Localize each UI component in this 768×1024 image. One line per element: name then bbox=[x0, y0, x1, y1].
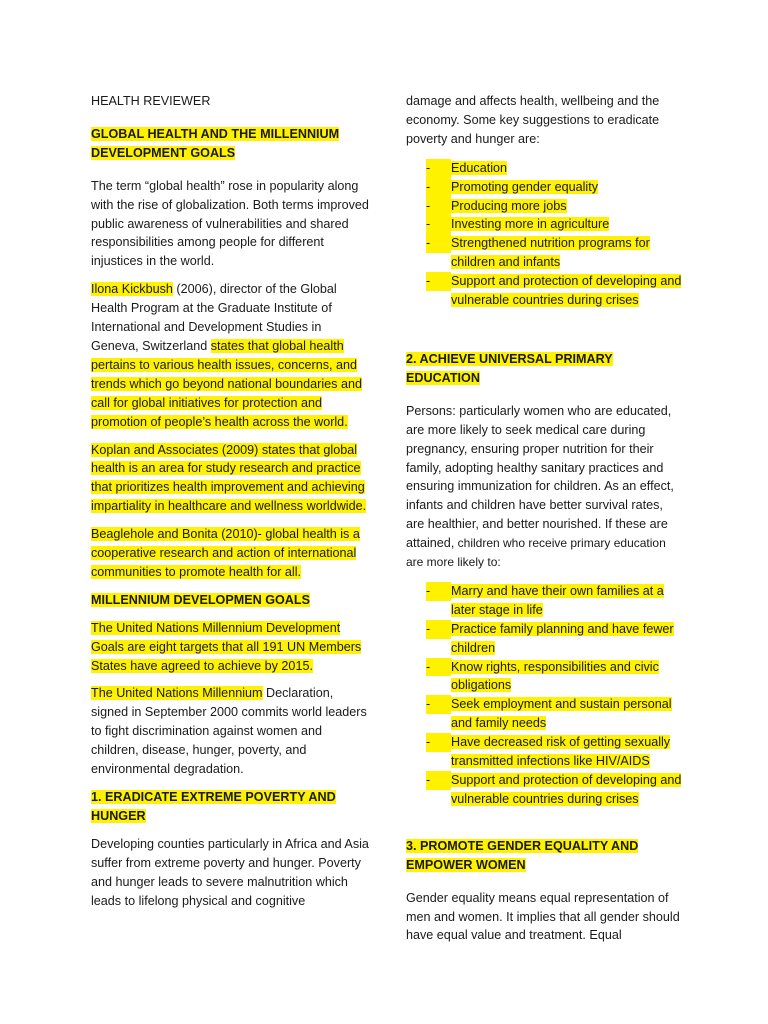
paragraph-poverty: Developing counties particularly in Africa and Asia suffer from extreme poverty and hunger. Poverty and hunger leads to severe malnutrition which leads to lifelong physical and cognitive bbox=[91, 836, 369, 908]
beaglehole-text: Beaglehole and Bonita (2010)- global health is a cooperative research and action of international communities to promote health for all. bbox=[91, 527, 360, 579]
heading-mdg bbox=[91, 591, 369, 610]
kickbush-name: Ilona Kickbush bbox=[91, 282, 173, 297]
list-item: - Know rights, responsibilities and civic obligations bbox=[426, 659, 659, 693]
dash-bullet: - bbox=[426, 695, 451, 714]
list-item: - Promoting gender equality bbox=[406, 178, 684, 197]
list-item: - Have decreased risk of getting sexually transmitted infections like HIV/AIDS bbox=[426, 735, 671, 769]
heading-goal-3-text: 3. PROMOTE GENDER EQUALITY AND EMPOWER WOMEN bbox=[406, 838, 639, 872]
list-item: - Education bbox=[406, 159, 684, 178]
list-item: - Investing more in agriculture bbox=[406, 215, 684, 234]
un-declaration-highlight: The United Nations Millennium bbox=[91, 686, 263, 701]
list-item: - Marry and have their own families at a later stage in life bbox=[426, 583, 664, 617]
dash-bullet: - bbox=[426, 197, 451, 216]
paragraph-un-mdg bbox=[91, 619, 369, 676]
un-mdg-text: The United Nations Millennium Development Goals are eight targets that all 191 UN Members States have agreed to achieve by 2015. bbox=[91, 620, 362, 673]
paragraph-koplan bbox=[91, 441, 369, 517]
paragraph-education bbox=[406, 402, 684, 572]
dash-bullet: - bbox=[426, 733, 451, 752]
education-text: Persons: particularly women who are educated, are more likely to seek medical care during pregnancy, ensuring proper nutrition for their family, adopting healthy sanitary practices and ensuring immunization for children. As an effect, infants and children have better survival rates, are healthier, and better nourished. If these are attained, bbox=[406, 403, 674, 551]
dash-bullet: - bbox=[426, 771, 451, 790]
paragraph-beaglehole bbox=[91, 525, 369, 582]
heading-global-health-text: GLOBAL HEALTH AND THE MILLENNIUM DEVELOPMENT GOALS bbox=[91, 126, 340, 160]
list-item: - Support and protection of developing and vulnerable countries during crises bbox=[426, 274, 682, 308]
koplan-text: Koplan and Associates (2009) states that global health is an area for study research and practice that prioritizes health improvement and achieving impartiality in healthcare and wellness worldwide. bbox=[91, 442, 367, 514]
heading-goal-1 bbox=[91, 788, 369, 826]
paragraph-poverty-continued: damage and affects health, wellbeing and the economy. Some key suggestions to eradicate poverty and hunger are: bbox=[406, 94, 660, 146]
dash-bullet: - bbox=[426, 582, 451, 601]
list-poverty-suggestions bbox=[406, 159, 684, 310]
un-declaration-rest: Declaration, signed in September 2000 commits world leaders to fight discrimination against women and children, disease, hunger, poverty, and environmental degradation. bbox=[91, 686, 367, 777]
dash-bullet: - bbox=[426, 234, 451, 253]
kickbush-intro: (2006), director of the Global Health Program at the Graduate Institute of International and Development Studies in Geneva, Switzerland bbox=[91, 282, 337, 353]
dash-bullet: - bbox=[426, 620, 451, 639]
heading-goal-3 bbox=[406, 837, 684, 875]
list-item: - Seek employment and sustain personal and family needs bbox=[426, 697, 672, 731]
list-item: - Strengthened nutrition programs for children and infants bbox=[426, 236, 650, 270]
dash-bullet: - bbox=[426, 658, 451, 677]
heading-mdg-text: MILLENNIUM DEVELOPMEN GOALS bbox=[91, 592, 310, 607]
list-education-outcomes bbox=[406, 582, 684, 809]
list-item: - Producing more jobs bbox=[406, 197, 684, 216]
dash-bullet: - bbox=[426, 215, 451, 234]
paragraph-gender-equality: Gender equality means equal representation of men and women. It implies that all gender should have equal value and treatment. Equal bbox=[406, 890, 680, 943]
paragraph-un-declaration bbox=[91, 684, 369, 779]
right-column bbox=[406, 92, 684, 945]
dash-bullet: - bbox=[426, 272, 451, 291]
heading-goal-1-text: 1. ERADICATE EXTREME POVERTY AND HUNGER bbox=[91, 790, 336, 823]
paragraph-kickbush bbox=[91, 280, 369, 431]
paragraph-global-health-term: The term “global health” rose in popularity along with the rise of globalization. Both terms improved public awareness of vulnerabilities and shared responsibilities among people for different injustices in the world. bbox=[91, 178, 369, 269]
list-item: - Practice family planning and have fewer children bbox=[426, 621, 674, 655]
list-item: - Support and protection of developing and vulnerable countries during crises bbox=[426, 773, 682, 806]
heading-global-health bbox=[91, 125, 369, 163]
heading-goal-2 bbox=[406, 350, 684, 388]
dash-bullet: - bbox=[426, 159, 451, 178]
dash-bullet: - bbox=[426, 178, 451, 197]
kickbush-definition: states that global health pertains to various health issues, concerns, and trends which go beyond national boundaries and call for global initiatives for protection and promotion of people’s health across the world. bbox=[91, 338, 362, 429]
heading-goal-2-text: 2. ACHIEVE UNIVERSAL PRIMARY EDUCATION bbox=[406, 351, 613, 385]
left-column bbox=[91, 92, 369, 910]
document-title: HEALTH REVIEWER bbox=[91, 94, 211, 108]
education-text-tail: children who receive primary education are more likely to: bbox=[406, 536, 666, 570]
